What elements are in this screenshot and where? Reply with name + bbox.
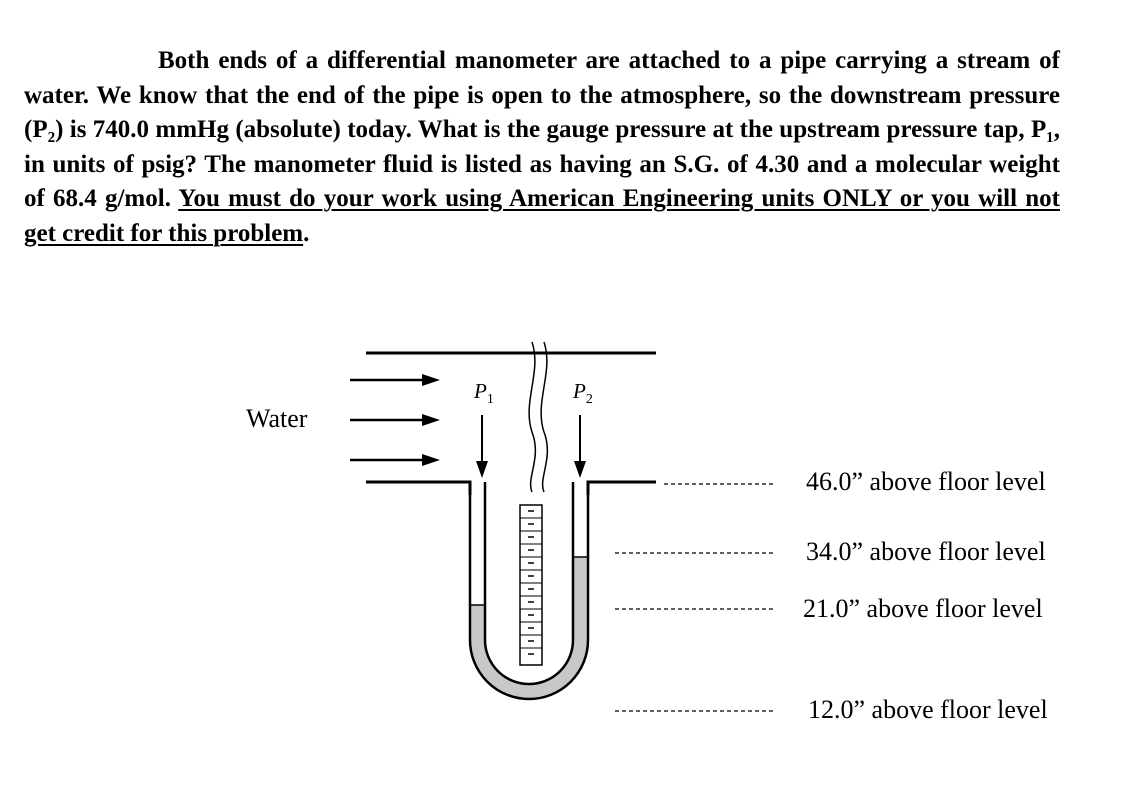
- flow-arrow: [350, 374, 440, 386]
- problem-underlined-text: You must do your work using American Engineering units ONLY or you will not get credit for this problem: [24, 185, 1060, 247]
- level-label-12: 12.0” above floor level: [808, 695, 1048, 724]
- p1-label: $P_1$: [474, 379, 494, 408]
- problem-end: .: [303, 219, 310, 247]
- pipe-break-mark: [541, 342, 547, 492]
- pipe-break-mark: [529, 342, 535, 492]
- p2-label: $P_2$: [573, 379, 593, 408]
- flow-arrow: [350, 414, 440, 426]
- pipe-bottom-wall-left: [366, 482, 470, 495]
- p2-arrow: [574, 415, 586, 478]
- level-label-21: 21.0” above floor level: [803, 594, 1043, 623]
- problem-text: Both ends of a differential manometer are attached to a pipe carrying a stream of water. We know that the end of the pipe is open to the atmosphere, so the downstream pressure (P₂) is 740.0 mmHg (absolute) today. What is the gauge pressure at the upstream pressure tap, P₁, in units of psig? The manometer fluid is listed as having an S.G. of 4.30 and a molecular weight of 68.4 g/mol.: [24, 47, 1060, 212]
- flow-arrow: [350, 454, 440, 466]
- p1-arrow: [476, 415, 488, 478]
- water-label: Water: [246, 404, 308, 433]
- level-label-34: 34.0” above floor level: [806, 537, 1046, 566]
- level-label-46: 46.0” above floor level: [806, 467, 1046, 496]
- manometer-scale: [520, 505, 542, 665]
- pipe-bottom-wall-right: [588, 482, 656, 495]
